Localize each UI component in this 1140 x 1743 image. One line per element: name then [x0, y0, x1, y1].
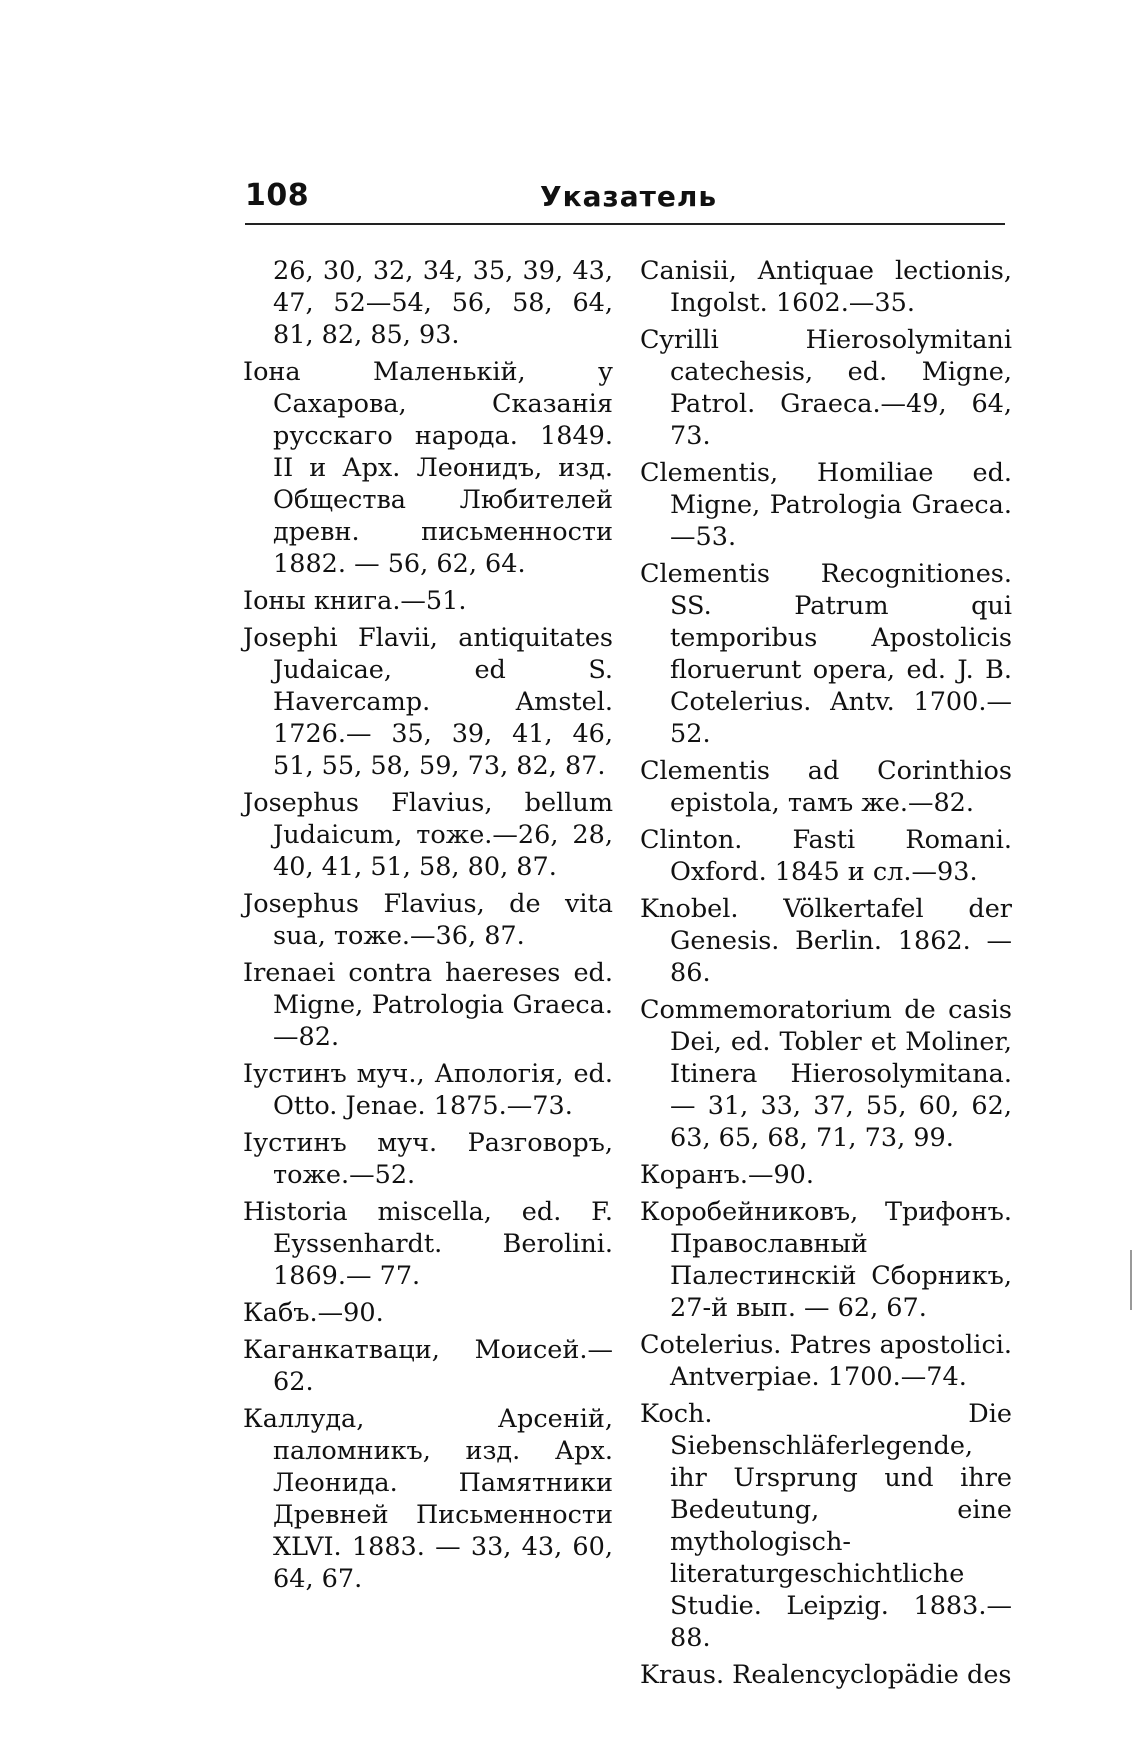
- index-entry: Коробейниковъ, Трифонъ. Православный Палестинскій Сборникъ, 27-й вып. — 62, 67.: [640, 1197, 1012, 1323]
- index-entry: Josephi Flavii, antiquitates Judaicae, ed S. Havercamp. Amstel. 1726.— 35, 39, 41, 46, 51, 55, 58, 59, 73, 82, 87.: [243, 623, 613, 781]
- index-entry: Koch. Die Siebenschläferlegende, ihr Ursprung und ihre Bedeutung, eine mythologisch- literaturgeschichtliche Studie. Leipzig. 1883.—88.: [640, 1399, 1012, 1653]
- index-entry: Clementis ad Corinthios epistola, тамъ же.—82.: [640, 756, 1012, 818]
- scan-edge-mark: [1130, 1250, 1132, 1310]
- index-entry: Каллуда, Арсеній, паломникъ, изд. Арх. Леонида. Памятники Древней Письменности XLVI. 1883. — 33, 43, 60, 64, 67.: [243, 1404, 613, 1594]
- index-entry: Іоны книга.—51.: [243, 586, 467, 616]
- index-entry: 26, 30, 32, 34, 35, 39, 43, 47, 52—54, 56, 58, 64, 81, 82, 85, 93.: [273, 256, 613, 350]
- index-entry: Canisii, Antiquae lectionis, Ingolst. 1602.—35.: [640, 256, 1012, 318]
- index-entry: Іустинъ муч., Апологія, ed. Otto. Jenae. 1875.—73.: [243, 1059, 613, 1121]
- page-number: 108: [245, 178, 310, 213]
- running-head: Указатель: [540, 180, 718, 213]
- index-entry: Cotelerius. Patres apostolici. Antverpiae. 1700.—74.: [640, 1330, 1012, 1392]
- index-column-left: [243, 255, 613, 1600]
- index-entry: Kraus. Realencyclopädie des: [640, 1660, 1012, 1690]
- index-entry: Іона Маленькій, у Сахарова, Сказанія русскаго народа. 1849. II и Арх. Леонидъ, изд. Общества Любителей древн. письменности 1882. — 56, 62, 64.: [243, 357, 613, 579]
- index-column-right: [640, 255, 1012, 1696]
- index-entry: Каганкатваци, Моисей.—62.: [243, 1335, 613, 1397]
- index-entry: Commemoratorium de casis Dei, ed. Tobler et Moliner, Itinera Hierosolymitana.— 31, 33, 37, 55, 60, 62, 63, 65, 68, 71, 73, 99.: [640, 995, 1012, 1153]
- index-entry: Clinton. Fasti Romani. Oxford. 1845 и сл.—93.: [640, 825, 1012, 887]
- header-rule: [245, 223, 1005, 225]
- index-entry: Knobel. Völkertafel der Genesis. Berlin. 1862. — 86.: [640, 894, 1012, 988]
- index-entry: Кабъ.—90.: [243, 1298, 384, 1328]
- index-entry: Historia miscella, ed. F. Eyssenhardt. Berolini. 1869.— 77.: [243, 1197, 613, 1291]
- index-entry: Irenaei contra haereses ed. Migne, Patrologia Graeca. —82.: [243, 958, 613, 1052]
- index-entry: Іустинъ муч. Разговоръ, тоже.—52.: [243, 1128, 613, 1190]
- index-entry: Коранъ.—90.: [640, 1160, 814, 1190]
- index-entry: Clementis, Homiliae ed. Migne, Patrologia Graeca.—53.: [640, 458, 1012, 552]
- index-entry: Clementis Recognitiones. SS. Patrum qui temporibus Apostolicis floruerunt opera, ed. J. B. Cotelerius. Antv. 1700.—52.: [640, 559, 1012, 749]
- index-entry: Josephus Flavius, bellum Judaicum, тоже.—26, 28, 40, 41, 51, 58, 80, 87.: [243, 788, 613, 882]
- index-entry: Cyrilli Hierosolymitani catechesis, ed. Migne, Patrol. Graeca.—49, 64, 73.: [640, 325, 1012, 451]
- index-entry: Josephus Flavius, de vita sua, тоже.—36, 87.: [243, 889, 613, 951]
